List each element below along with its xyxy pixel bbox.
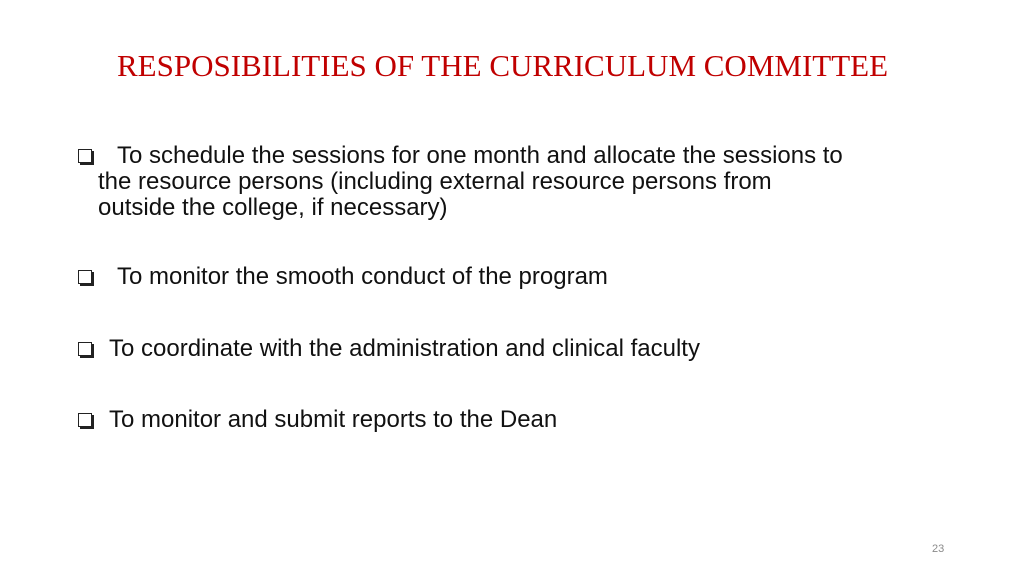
checkbox-square-icon bbox=[78, 413, 92, 427]
slide-title: RESPOSIBILITIES OF THE CURRICULUM COMMITTEE bbox=[117, 48, 889, 83]
bullet-item-monitor-conduct bbox=[78, 264, 958, 290]
checkbox-square-icon bbox=[78, 149, 92, 163]
bullet-item-schedule-sessions bbox=[78, 143, 958, 221]
bullet-text: To monitor the smooth conduct of the program bbox=[117, 263, 608, 290]
bullet-text-line-1: To schedule the sessions for one month and allocate the sessions to bbox=[117, 142, 843, 169]
bullet-text-line-3: outside the college, if necessary) bbox=[98, 194, 448, 221]
checkbox-square-icon bbox=[78, 270, 92, 284]
checkbox-square-icon bbox=[78, 342, 92, 356]
page-number: 23 bbox=[932, 543, 945, 555]
bullet-text-line-2: the resource persons (including external resource persons from bbox=[98, 168, 772, 195]
bullet-item-coordinate bbox=[78, 336, 958, 362]
bullet-item-submit-reports bbox=[78, 407, 958, 433]
bullet-text: To monitor and submit reports to the Dean bbox=[109, 406, 558, 433]
bullet-text: To coordinate with the administration and clinical faculty bbox=[109, 335, 700, 362]
